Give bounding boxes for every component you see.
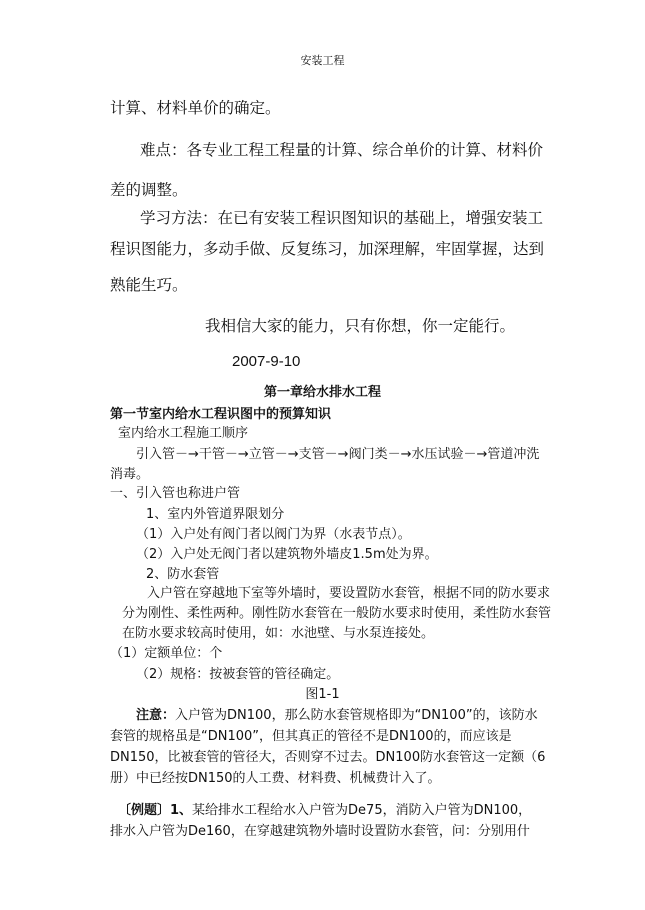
example-line [118, 799, 531, 818]
encouragement: 我相信大家的能力，只有你想，你一定能行。 [205, 317, 516, 335]
example-label: 〔例题〕1、 [118, 803, 193, 818]
item1-2-paragraph-3: 在防水要求较高时使用，如：水池壁、与水泵连接处。 [122, 626, 435, 641]
intro-line: 计算、材料单价的确定。 [110, 99, 281, 117]
note-label: 注意： [136, 708, 176, 723]
spec-line: （2）规格：按被套管的管径确定。 [136, 667, 340, 682]
item1-1-heading: 1、室内外管道界限划分 [146, 507, 285, 522]
example-text: 某给排水工程给水入户管为De75，消防入户管为DN100， [192, 803, 532, 818]
page-header: 安装工程 [300, 54, 345, 67]
example-text-2: 排水入户管为De160，在穿越建筑物外墙时设置防水套管，问：分别用什 [110, 824, 530, 839]
quota-unit: （1）定额单位：个 [110, 646, 223, 661]
figure-caption: 图1-1 [305, 687, 340, 702]
order-steps: 引入管－→干管－→立管－→支管－→阀门类－→水压试验－→管道冲洗 [136, 447, 540, 462]
difficulty-text-cont: 差的调整。 [110, 181, 188, 199]
note-text-4: 册）中已经按DN150的人工费、材料费、机械费计入了。 [110, 771, 441, 786]
note-text: 入户管为DN100，那么防水套管规格即为“DN100”的，该防水 [175, 708, 538, 723]
method-text-cont: 程识图能力，多动手做、反复练习，加深理解，牢固掌握，达到 [110, 240, 545, 258]
item1-heading: 一、引入管也称进户管 [110, 486, 241, 501]
item1-2-paragraph: 入户管在穿越地下室等外墙时，要设置防水套管，根据不同的防水要求 [147, 586, 551, 601]
note-line [136, 704, 538, 723]
method-text-end: 熟能生巧。 [110, 276, 188, 294]
item1-1a: （1）入户处有阀门者以阀门为界（水表节点）。 [136, 527, 411, 542]
item1-1b: （2）入户处无阀门者以建筑物外墙皮1.5m处为界。 [136, 547, 438, 562]
chapter-title: 第一章给水排水工程 [263, 385, 381, 400]
date: 2007-9-10 [232, 353, 301, 370]
item1-2-paragraph-2: 分为刚性、柔性两种。刚性防水套管在一般防水要求时使用，柔性防水套管 [122, 606, 552, 621]
order-steps-end: 消毒。 [110, 467, 150, 482]
difficulty-text: 难点：各专业工程工程量的计算、综合单价的计算、材料价 [140, 141, 544, 159]
note-text-3: DN150，比被套管的管径大，否则穿不过去。DN100防水套管这一定额（6 [110, 750, 546, 765]
item1-2-heading: 2、防水套管 [146, 567, 220, 582]
section-title: 第一节室内给水工程识图中的预算知识 [110, 407, 332, 422]
note-text-2: 套管的规格虽是“DN100”，但其真正的管径不是DN100的，而应该是 [110, 729, 512, 744]
method-text: 学习方法：在已有安装工程识图知识的基础上，增强安装工 [140, 209, 544, 227]
order-title: 室内给水工程施工顺序 [118, 426, 249, 441]
